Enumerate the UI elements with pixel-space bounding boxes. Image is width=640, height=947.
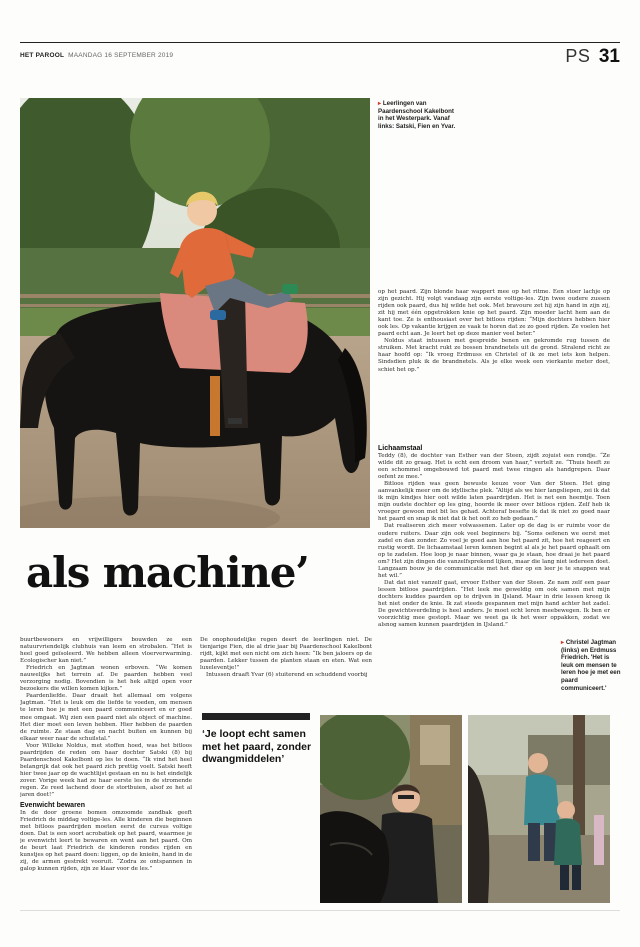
paragraph: Friedrich en Jagtman wonen erboven. “We komen nauwelijks het terrein af. De paarden hebben veel verzorging nodig. Bovendien is het hek altijd open voor bezoekers die willen komen kijken.”: [20, 665, 192, 693]
header-right: [565, 46, 620, 68]
paragraph: Intussen draaft Yvar (6) stuiterend en schuddend voorbij: [206, 672, 368, 679]
paragraph: De onophoudelijke regen deert de leerlingen niet. De tienjarige Fien, die al drie jaar bij Paardenschool Kakelbont rijdt, kijkt met een nicht om zich heen: “Ik ben jaloers op de paarden. Lekker tussen de planten staan en eten. Wat een luxeleventje!”: [200, 637, 372, 672]
horse-rider-illustration: [20, 98, 370, 528]
paragraph: In de door groene bomen omzoomde zandbak geeft Friedrich de middag voltige-les. Alle kinderen die beginnen met bitloos paardrijden moeten eerst de cursus voltige doen. Dat is een soort acrobatiek op het paard, waarmee je je evenwicht leert te bewaren en went aan het paard. Om de beurt laat Friedrich de kinderen rondes rijden en kunstjes op het paard doen: liggen, op de knieën, hand in de zij, de armen gestrekt vooruit. “Zodra ze ontspannen in galop kunnen rijden, zijn ze klaar voor de les.”: [20, 810, 192, 873]
paragraph: Dat dat niet vanzelf gaat, ervoer Esther van der Steen. Ze nam zelf een paar lessen bitloos paardrijden. “Het leek me geweldig om ook samen met mijn dochters kuddes paarden op te drijven in IJsland. Maar in drie lessen kreeg ik het niet onder de knie. Ik zat steeds gespannen met mijn hand achter het zadel. De gewichtsverdeling is heel anders. Je moet echt leren meebewegen. Ik ben er voorzichtig mee gestopt. Maar we weet ga ik het weer oppakken, zodat we alsnog samen kunnen paardrijden in IJsland.”: [378, 579, 610, 629]
page-number: 31: [598, 46, 620, 67]
caption-arrow-icon: ▸: [561, 639, 565, 646]
pull-quote: ‘Je loopt echt samen met het paard, zonder dwangmiddelen’: [202, 728, 312, 765]
small-photo-caption: [561, 639, 621, 692]
children-horse-illustration: [468, 715, 610, 903]
main-photo-caption: [378, 100, 458, 130]
woman-horse-illustration: [320, 715, 462, 903]
quote-bar: [202, 713, 310, 720]
subheading-evenwicht: Evenwicht bewaren: [20, 802, 85, 810]
article-column-bottom-mid: [200, 637, 372, 687]
paragraph: Teddy (8), de dochter van Esther van der Steen, zijdt zojuist een rondje. “Ze wilde dit zo graag. Het is echt een droom van haar,” vertelt ze. “Thuis heeft ze een schommel omgebouwd tot paard met twee ringen als handgrepen. Daar oefent ze mee.”: [378, 453, 610, 481]
paragraph: Voor Willeke Noldus, met stoffen hoed, was het bitloos paardrijden de reden om haar dochter Satski (8) bij Paardenschool Kakelbont op les te doen. “Ik vind het heel belangrijk dat ook het paard zich prettig voelt. Satski heeft hier twee jaar op de wachtlijst gestaan en nu is het eindelijk zover. Vorige week had ze haar eerste les in de stromende regen. Ze reed lachend door de stortbuien, alsof ze het al jaren doet!”: [20, 742, 192, 799]
section-label: PS: [565, 46, 591, 66]
caption-arrow-icon: ▸: [378, 100, 382, 107]
headline: als machine’: [26, 548, 309, 597]
newspaper-name: HET PAROOL: [20, 52, 65, 59]
main-photo: [20, 98, 370, 528]
paragraph: Bitloos rijden was geen bewuste keuze voor Van der Steen. Het ging aanvankelijk meer om de idyllische plek. “Altijd als we hier langsliepen, zei ik dat ik mijn kindjes hier ooit wilde laten paardrijden. Het is net een heemtje. Toen mijn oudste dochter op les ging, hoorde ik meer over bitloos rijden. Zelf heb ik vroeger gewoon met bit les gehad. Achteraf besefte ik dat ik niet zo goed naar het paard en snap ik niet dat ik het ooit zo heb gedaan.”: [378, 481, 610, 523]
paragraph: Noldus staat intussen met gespreide benen en gekromde rug tussen de struiken. Met kracht rukt ze bossen brandnetels uit de grond. Stralend richt ze haar hoofd op: “Ik vroeg Erdmuss en Christel of ik ze met iets kon helpen. Sindsdien pluk ik de brandnetels. Als je elke week een vierkante meter doet, schiet het op.”: [378, 338, 610, 373]
photo-woman-with-horse: [320, 715, 462, 903]
main-photo-caption-text: Leerlingen van Paardenschool Kakelbont in het Westerpark. Vanaf links: Satski, Fien en Yvar.: [378, 100, 456, 130]
paragraph: op het paard. Zijn blonde haar wappert mee op het ritme. Een stoer lachje op zijn gezicht. Hij volgt vandaag zijn eerste voltige-les. Zijn twee oudere zussen rijden ook paard, dus hij wilde het ook. Met bravoure zet hij zijn hand in zijn zij, zit hij met één opgetrokken knie op het paard. Zijn moeder lacht hem aan de kant toe. Ze is enthousiast over het bitloos rijden: “Mijn dochters hebben hier ook les. Op vakantie krijgen ze vaak te horen dat ze zo goed rijden. Ze voelen het paard echt aan. Je leert het op deze manier veel beter.”: [378, 289, 610, 338]
article-column-mid-right: [378, 442, 610, 660]
article-column-top-right: [378, 289, 610, 439]
header-left: [20, 52, 173, 59]
paragraph: Dat realiseren zich meer volwassenen. Later op de dag is er ruimte voor de oudere ruiters. Daar zijn ook veel beginners bij. “Soms oefenen we eerst met zadel en dan zonder. Zo voel je goed aan hoe het paard zit, hoe het reageert en rustig wordt. De lichaamstaal leren kennen begint al als je het paard ophaalt om op te zadelen. Hoe loop je naar binnen, waar ga je staan, hoe draai je het paard om? Het zijn dingen die vanzelfsprekend lijken, maar die lang niet iedereen doet. Langzaam bouw je de communicatie met het dier op en leer je te snappen wat het wil.”: [378, 523, 610, 579]
paragraph: buurtbewoners en vrijwilligers bouwden ze een natuurvriendelijk clubhuis van leem en strobalen. “Het is heel goed geïsoleerd. We hebben alleen vloerverwarming. Ecologischer kan niet.”: [20, 637, 192, 665]
subheading-lichaamstaal: Lichaamstaal: [378, 445, 423, 452]
bottom-rule: [20, 910, 620, 911]
issue-date: MAANDAG 16 SEPTEMBER 2019: [68, 52, 174, 59]
paragraph: Paardenliefde. Daar draait het allemaal om volgens Jagtman. “Het is leuk om die liefde te voeden, om mensen te leren hoe je met een paard communiceert en er goed mee omgaat. Wij zien een paard niet als object of machine. Het dier moet een leven hebben. Hier hebben de paarden de ruimte. Ze staan dag en nacht buiten en kunnen bij elkaar weer naar de schuilstal.”: [20, 693, 192, 742]
header-rule: [20, 42, 620, 43]
page-header: [20, 44, 620, 74]
photo-children-with-horse: [468, 715, 610, 903]
article-column-bottom-left: [20, 637, 192, 905]
small-photo-caption-text: Christel Jagtman (links) en Erdmuss Friedrich. 'Het is leuk om mensen te leren hoe je met een paard communiceert.': [561, 639, 621, 692]
